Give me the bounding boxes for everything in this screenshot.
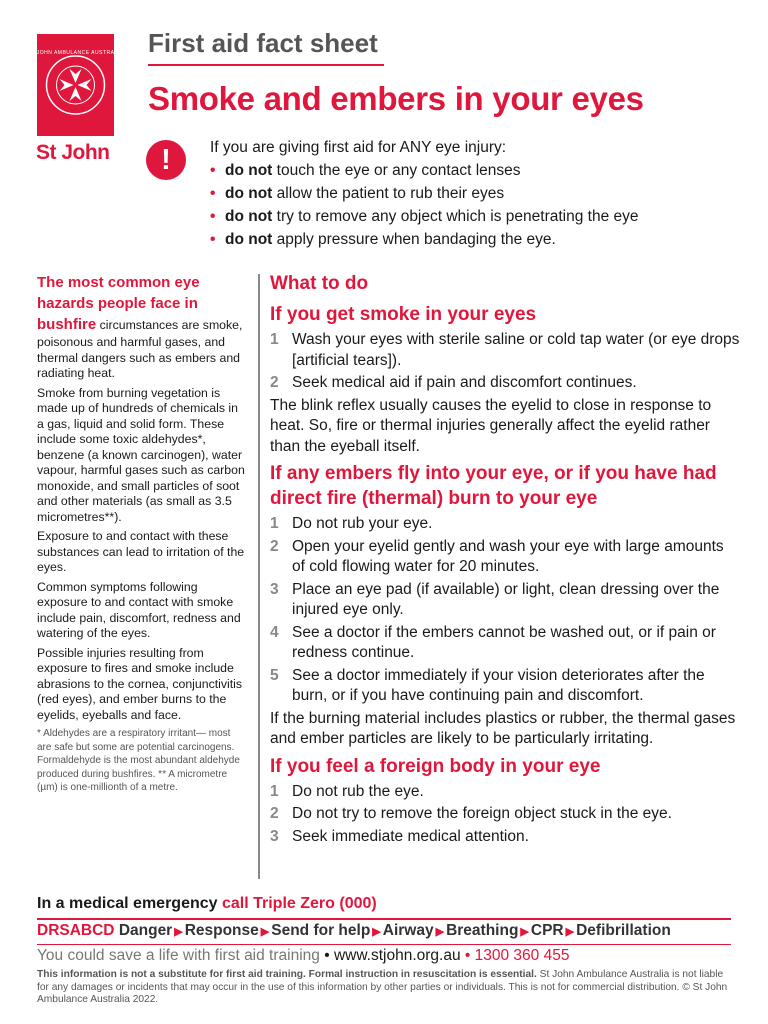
step-text: Do not rub your eye. — [292, 515, 433, 532]
warning-item-bold: do not — [225, 208, 273, 225]
warning-item-text: apply pressure when bandaging the eye. — [272, 231, 556, 248]
drsabcd-step: Defibrillation — [576, 922, 671, 939]
org-name: St John — [36, 141, 110, 164]
drsabcd-label: DRSABCD — [37, 922, 115, 939]
section-heading-foreign-body: If you feel a foreign body in your eye — [270, 755, 601, 777]
step-item — [270, 330, 740, 371]
sidebar-paragraph: Smoke from burning vegetation is made up of hundreds of chemicals in a gas, liquid and solid form. These include some toxic aldehydes*, benzene (a known carcinogen), water vapour, harmful gases such as carbon monoxide, and small particles of soot and other materials (as small as 3.5 micrometres**). — [37, 385, 245, 524]
emergency-prefix: In a medical emergency — [37, 895, 222, 912]
step-number: 4 — [270, 623, 279, 641]
section-heading-embers: If any embers fly into your eye, or if you have had direct fire (thermal) burn to your eye — [270, 463, 717, 509]
warning-intro: If you are giving first aid for ANY eye injury: — [210, 139, 507, 156]
footer-divider — [37, 944, 731, 945]
step-item — [270, 373, 740, 394]
sidebar-paragraph: Possible injuries resulting from exposure to fires and smoke include abrasions to the cornea, conjunctivitis (red eyes), and ember burns to the eyelids, eyeballs and face. — [37, 645, 243, 722]
column-divider — [258, 274, 260, 879]
warning-box — [210, 136, 730, 251]
step-text: Do not try to remove the foreign object stuck in the eye. — [292, 805, 672, 822]
warning-item — [210, 159, 730, 182]
step-number: 1 — [270, 782, 279, 800]
section-note: If the burning material includes plastics or rubber, the thermal gases and ember particles are likely to be particularly irritating. — [270, 709, 736, 747]
separator-bullet: • — [460, 947, 475, 964]
drsabcd-step: Response — [184, 922, 259, 939]
phone-number[interactable]: 1300 360 455 — [474, 947, 570, 964]
step-item — [270, 804, 740, 825]
section-heading-smoke: If you get smoke in your eyes — [270, 304, 537, 325]
page-title: Smoke and embers in your eyes — [148, 80, 644, 117]
steps-embers — [270, 514, 740, 707]
step-number: 2 — [270, 537, 279, 555]
emergency-call: call Triple Zero (000) — [221, 895, 377, 912]
warning-item — [210, 205, 730, 228]
step-number: 1 — [270, 331, 279, 348]
drsabcd-line — [37, 922, 671, 940]
disclaimer — [37, 969, 737, 1007]
step-text: Open your eyelid gently and wash your eye with large amounts of cold flowing water for 20 minutes. — [292, 537, 724, 575]
maltese-cross-icon — [27, 34, 124, 136]
step-text: See a doctor immediately if your vision deteriorates after the burn, or if you have continuing pain and discomfort. — [292, 666, 705, 704]
drsabcd-step: Danger — [118, 922, 173, 939]
what-to-do-heading: What to do — [270, 273, 369, 294]
disclaimer-rest: St John Ambulance Australia is not liable for any damages or incidents that may occur in the use of this information by other parties or individuals. This is not for commercial distribution. © St John Ambulance Australia 2022. — [37, 969, 728, 1005]
warning-item-bold: do not — [225, 231, 273, 248]
drsabcd-step: Breathing — [446, 922, 519, 939]
steps-foreign-body — [270, 782, 740, 848]
sidebar-paragraph: Exposure to and contact with these substances can lead to irritation of the eyes. — [37, 529, 245, 574]
arrow-right-icon: ▶ — [174, 926, 183, 938]
warning-list — [210, 159, 730, 251]
warning-item — [210, 228, 730, 251]
sidebar-heading-cont: circumstances are smoke, poisonous and harmful gases, and thermal dangers such as embers and radiating heat. — [37, 318, 243, 380]
sidebar-footnote: * Aldehydes are a respiratory irritant— most are safe but some are potential carcinogens. Formaldehyde is the most abundant aldehyde produced during bushfires. ** A micrometre (µm) is one-millionth of a metre. — [37, 728, 240, 793]
disclaimer-bold: This information is not a substitute for first aid training. Formal instruction in resuscitation is essential. — [37, 969, 537, 980]
training-text: You could save a life with first aid training — [37, 947, 320, 964]
step-text: Place an eye pad (if available) or light, clean dressing over the injured eye only. — [292, 580, 720, 618]
step-item — [270, 514, 740, 535]
step-text: Seek medical aid if pain and discomfort continues. — [292, 374, 637, 391]
step-item — [270, 623, 740, 664]
drsabcd-step: Send for help — [271, 922, 371, 939]
training-line — [37, 947, 569, 965]
sidebar-paragraph: Common symptoms following exposure to and contact with smoke include pain, discomfort, redness and watering of the eyes. — [37, 579, 241, 640]
main-content — [270, 272, 740, 849]
step-text: Wash your eyes with sterile saline or cold tap water (or eye drops [artificial tears]). — [292, 331, 740, 369]
step-text: Seek immediate medical attention. — [292, 827, 529, 845]
step-number: 1 — [270, 515, 279, 532]
warning-item-text: touch the eye or any contact lenses — [272, 162, 521, 179]
arrow-right-icon: ▶ — [435, 926, 445, 938]
warning-item — [210, 182, 730, 205]
separator-bullet: • — [319, 947, 334, 964]
warning-icon: ! — [146, 140, 186, 180]
drsabcd-step: Airway — [382, 922, 434, 939]
step-number: 2 — [270, 374, 279, 391]
sidebar — [37, 272, 245, 795]
arrow-right-icon: ▶ — [372, 926, 381, 938]
warning-item-bold: do not — [225, 162, 273, 179]
logo-ring-text: ST JOHN AMBULANCE AUSTRALIA — [27, 50, 124, 56]
step-item — [270, 537, 740, 578]
emergency-line — [37, 895, 377, 913]
step-item — [270, 827, 740, 848]
step-number: 3 — [270, 827, 279, 845]
sidebar-intro — [37, 272, 245, 382]
step-item — [270, 782, 740, 803]
footer-divider — [37, 918, 731, 920]
warning-item-text: allow the patient to rub their eyes — [272, 185, 505, 202]
section-note: The blink reflex usually causes the eyelid to close in response to heat. So, fire or thermal injuries generally affect the eyelid rather than the eyeball itself. — [270, 396, 712, 455]
steps-smoke — [270, 330, 740, 394]
sheet-label: First aid fact sheet — [148, 28, 378, 58]
step-number: 5 — [270, 666, 279, 684]
arrow-right-icon: ▶ — [520, 926, 529, 938]
st-john-logo — [27, 34, 124, 136]
step-number: 2 — [270, 805, 279, 822]
step-text: Do not rub the eye. — [292, 782, 424, 800]
step-item — [270, 666, 740, 707]
website-link[interactable]: www.stjohn.org.au — [333, 947, 461, 964]
warning-item-text: try to remove any object which is penetrating the eye — [272, 208, 639, 225]
step-text: See a doctor if the embers cannot be washed out, or if pain or redness continue. — [292, 623, 716, 661]
drsabcd-step: CPR — [530, 922, 564, 939]
step-number: 3 — [270, 580, 279, 598]
arrow-right-icon: ▶ — [565, 926, 575, 938]
arrow-right-icon: ▶ — [260, 926, 270, 938]
sidebar-heading: The most common eye hazards people face in bushfire — [37, 274, 200, 333]
warning-item-bold: do not — [225, 185, 273, 202]
header-divider — [148, 64, 384, 66]
step-item — [270, 580, 740, 621]
